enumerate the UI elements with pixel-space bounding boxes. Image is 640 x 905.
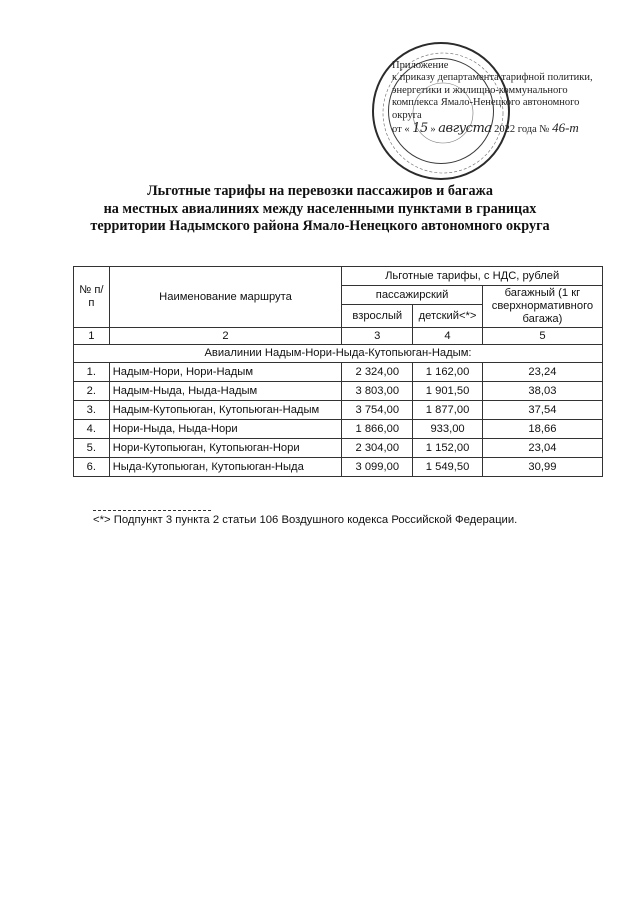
header-route: Наименование маршрута <box>109 267 342 328</box>
row-baggage-tariff: 23,24 <box>482 363 602 382</box>
row-route: Надым-Кутопьюган, Кутопьюган-Надым <box>109 401 342 420</box>
footnote: <*> Подпункт 3 пункта 2 статьи 106 Воздушного кодекса Российской Федерации. <box>93 514 518 526</box>
row-adult-tariff: 2 324,00 <box>342 363 413 382</box>
col-index: 5 <box>482 328 602 345</box>
title-line-1: Льготные тарифы на перевозки пассажиров и багажа <box>147 183 493 199</box>
row-child-tariff: 1 877,00 <box>413 401 483 420</box>
column-index-row <box>74 328 603 345</box>
date-prefix: от « <box>392 124 410 136</box>
table-row <box>74 420 603 439</box>
date-year: 2022 года № <box>494 124 550 136</box>
table-row <box>74 401 603 420</box>
date-day: 15 <box>412 121 428 137</box>
row-child-tariff: 1 162,00 <box>413 363 483 382</box>
row-child-tariff: 1 901,50 <box>413 382 483 401</box>
col-index: 1 <box>74 328 110 345</box>
header-num: № п/п <box>74 267 110 328</box>
header-adult: взрослый <box>342 305 413 328</box>
order-number: 46-т <box>552 120 579 136</box>
row-route: Надым-Ныда, Ныда-Надым <box>109 382 342 401</box>
row-child-tariff: 933,00 <box>413 420 483 439</box>
row-route: Надым-Нори, Нори-Надым <box>109 363 342 382</box>
date-close: » <box>430 124 436 136</box>
row-num: 6. <box>74 458 110 477</box>
header-child: детский<*> <box>413 305 483 328</box>
title-line-2: на местных авиалиниях между населенными пунктами в границах <box>103 200 537 217</box>
row-num: 3. <box>74 401 110 420</box>
row-baggage-tariff: 30,99 <box>482 458 602 477</box>
appendix-line: к приказу департамента тарифной политики, <box>392 72 593 84</box>
tariff-table <box>73 266 603 477</box>
table-row <box>74 382 603 401</box>
col-index: 2 <box>109 328 342 345</box>
row-num: 5. <box>74 439 110 458</box>
section-title: Авиалинии Надым-Нори-Ныда-Кутопьюган-Надым: <box>74 345 603 363</box>
row-adult-tariff: 1 866,00 <box>342 420 413 439</box>
appendix-line: округа <box>392 109 422 121</box>
row-baggage-tariff: 38,03 <box>482 382 602 401</box>
col-index: 3 <box>342 328 413 345</box>
appendix-line: Приложение <box>392 60 449 71</box>
row-baggage-tariff: 23,04 <box>482 439 602 458</box>
row-adult-tariff: 3 754,00 <box>342 401 413 420</box>
row-route: Ныда-Кутопьюган, Кутопьюган-Ныда <box>109 458 342 477</box>
order-date-line <box>392 122 617 136</box>
row-baggage-tariff: 37,54 <box>482 401 602 420</box>
title-line-3: территории Надымского района Ямало-Ненецкого автономного округа <box>90 218 550 234</box>
header-baggage: багажный (1 кг сверхнормативного багажа) <box>482 286 602 328</box>
table-row <box>74 363 603 382</box>
col-index: 4 <box>413 328 483 345</box>
row-num: 1. <box>74 363 110 382</box>
row-route: Нори-Ныда, Ныда-Нори <box>109 420 342 439</box>
appendix-note <box>392 60 617 136</box>
date-month: августа <box>438 121 492 137</box>
row-baggage-tariff: 18,66 <box>482 420 602 439</box>
document-title <box>60 183 580 236</box>
header-passenger: пассажирский <box>342 286 483 305</box>
row-num: 2. <box>74 382 110 401</box>
header-row-1 <box>74 267 603 286</box>
row-child-tariff: 1 152,00 <box>413 439 483 458</box>
row-adult-tariff: 2 304,00 <box>342 439 413 458</box>
footnote-divider <box>93 510 211 511</box>
row-child-tariff: 1 549,50 <box>413 458 483 477</box>
row-num: 4. <box>74 420 110 439</box>
table-row <box>74 458 603 477</box>
appendix-line: комплекса Ямало-Ненецкого автономного <box>392 97 580 109</box>
section-row <box>74 345 603 363</box>
table-row <box>74 439 603 458</box>
appendix-line: энергетики и жилищно-коммунального <box>392 84 568 96</box>
row-adult-tariff: 3 803,00 <box>342 382 413 401</box>
row-route: Нори-Кутопьюган, Кутопьюган-Нори <box>109 439 342 458</box>
header-tariffs: Льготные тарифы, с НДС, рублей <box>342 267 603 286</box>
row-adult-tariff: 3 099,00 <box>342 458 413 477</box>
